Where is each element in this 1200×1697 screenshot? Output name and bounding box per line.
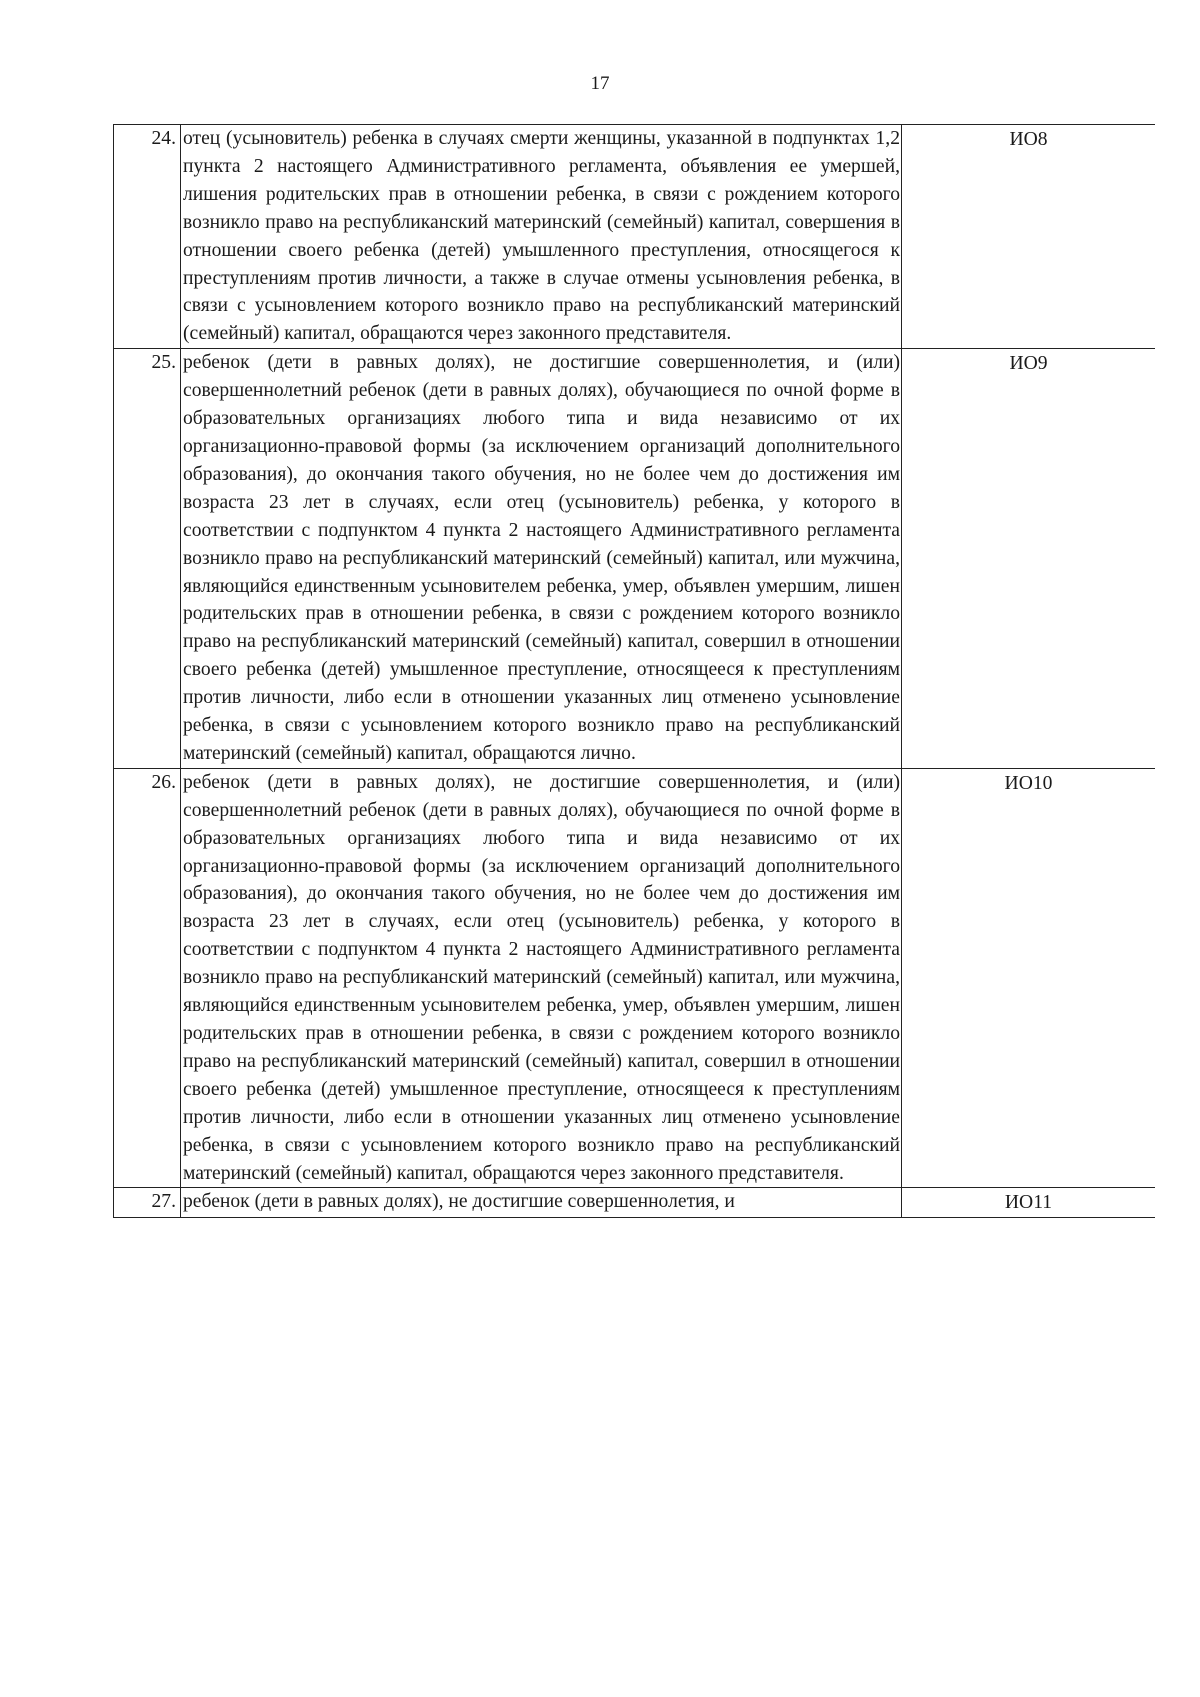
row-number: 24. — [114, 125, 181, 349]
row-text: ребенок (дети в равных долях), не достигшие совершеннолетия, и (или) совершеннолетний ребенок (дети в равных долях), обучающиеся по очной форме в образовательных организациях любого типа и вида независимо от их организационно-правовой формы (за исключением организаций дополнительного образования), до окончания такого обучения, но не более чем до достижения им возраста 23 лет в случаях, если отец (усыновитель) ребенка, у которого в соответствии с подпунктом 4 пункта 2 настоящего Административного регламента возникло право на республиканский материнский (семейный) капитал, или мужчина, являющийся единственным усыновителем ребенка, умер, объявлен умершим, лишен родительских прав в отношении ребенка, в связи с рождением которого возникло право на республиканский материнский (семейный) капитал, совершил в отношении своего ребенка (детей) умышленное преступление, относящееся к преступлениям против личности, либо если в отношении указанных лиц отменено усыновление ребенка, в связи с усыновлением которого возникло право на республиканский материнский (семейный) капитал, обращаются через законного представителя. — [181, 768, 902, 1188]
row-number: 26. — [114, 768, 181, 1188]
table-row — [114, 125, 1156, 349]
row-code: ИО8 — [902, 125, 1156, 349]
row-number: 25. — [114, 349, 181, 769]
document-table — [113, 124, 1155, 1218]
row-code: ИО10 — [902, 768, 1156, 1188]
table-row — [114, 349, 1156, 769]
row-text: ребенок (дети в равных долях), не достигшие совершеннолетия, и — [181, 1188, 902, 1218]
row-code: ИО11 — [902, 1188, 1156, 1218]
page-number: 17 — [590, 73, 610, 94]
table-row — [114, 768, 1156, 1188]
row-code: ИО9 — [902, 349, 1156, 769]
row-text: отец (усыновитель) ребенка в случаях смерти женщины, указанной в подпунктах 1,2 пункта 2 настоящего Административного регламента, объявления ее умершей, лишения родительских прав в отношении ребенка, в связи с рождением которого возникло право на республиканский материнский (семейный) капитал, совершения в отношении своего ребенка (детей) умышленного преступления, относящегося к преступлениям против личности, а также в случае отмены усыновления ребенка, в связи с усыновлением которого возникло право на республиканский материнский (семейный) капитал, обращаются через законного представителя. — [181, 125, 902, 349]
row-text: ребенок (дети в равных долях), не достигшие совершеннолетия, и (или) совершеннолетний ребенок (дети в равных долях), обучающиеся по очной форме в образовательных организациях любого типа и вида независимо от их организационно-правовой формы (за исключением организаций дополнительного образования), до окончания такого обучения, но не более чем до достижения им возраста 23 лет в случаях, если отец (усыновитель) ребенка, у которого в соответствии с подпунктом 4 пункта 2 настоящего Административного регламента возникло право на республиканский материнский (семейный) капитал, или мужчина, являющийся единственным усыновителем ребенка, умер, объявлен умершим, лишен родительских прав в отношении ребенка, в связи с рождением которого возникло право на республиканский материнский (семейный) капитал, совершил в отношении своего ребенка (детей) умышленное преступление, относящееся к преступлениям против личности, либо если в отношении указанных лиц отменено усыновление ребенка, в связи с усыновлением которого возникло право на республиканский материнский (семейный) капитал, обращаются лично. — [181, 349, 902, 769]
table-row — [114, 1188, 1156, 1218]
row-number: 27. — [114, 1188, 181, 1218]
